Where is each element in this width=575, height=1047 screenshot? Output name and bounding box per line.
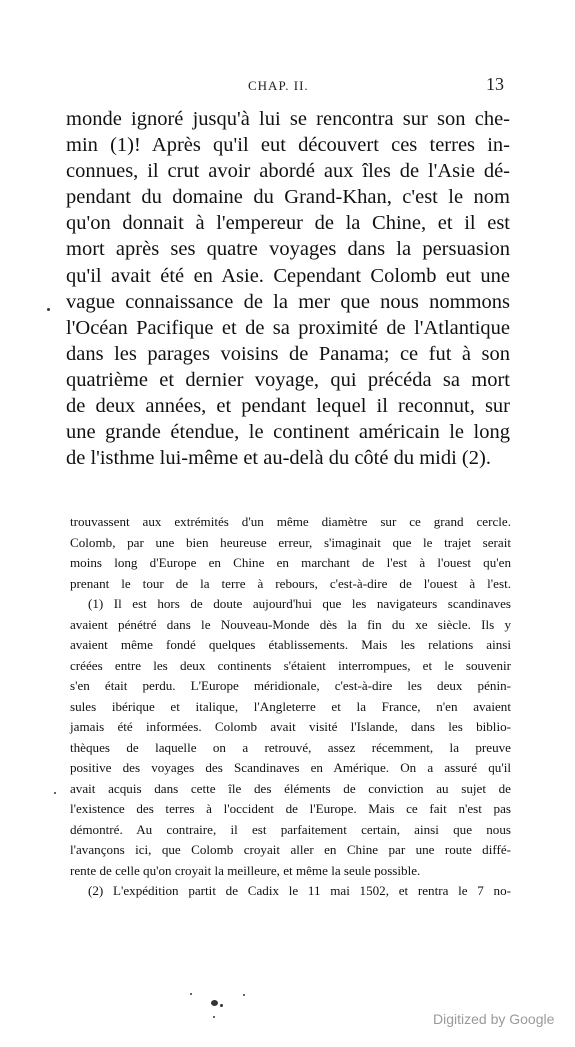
text-line: qu'on donnait à l'empereur de la Chine, et il est (66, 212, 510, 235)
footnote-line: créées entre les deux continents s'étaient interrompues, et le souvenir (70, 657, 511, 673)
footnote-line: l'existence des terres à l'occident de l'Europe. Mais ce fait n'est pas (70, 801, 511, 816)
footnote-line: moins long d'Europe en Chine en marchant de l'est à l'ouest qu'en (70, 555, 511, 570)
main-text-block (66, 106, 510, 471)
footnote-line: avait acquis dans cette île des éléments de conviction au sujet de (70, 780, 511, 796)
footnote-line: avaient pénétré dans le Nouveau-Monde dès la fin du xe siècle. Ils y (70, 616, 511, 632)
footnote-line: l'avançons ici, que Colomb croyait aller en Chine par une route diffé- (70, 842, 511, 857)
footnote-line: jamais été informées. Colomb avait visité l'Islande, dans les biblio- (70, 719, 511, 734)
ink-speck (190, 993, 192, 995)
text-line: une grande étendue, le continent américain le long (66, 421, 510, 444)
text-line: dans les parages voisins de Panama; ce fut à son (66, 342, 510, 365)
text-line: mort après ses quatre voyages dans la persuasion (66, 238, 510, 261)
text-line: vague connaissance de la mer que nous nommons (66, 290, 510, 313)
footnote-line: positive des voyages des Scandinaves en Amérique. On a assuré qu'il (70, 760, 511, 775)
ink-speck (243, 994, 245, 996)
footnote-line: avaient même fondé quelques établissements. Mais les relations ainsi (70, 637, 511, 652)
footnote-line: thèques de laquelle on a retrouvé, assez récemment, la preuve (70, 739, 511, 755)
text-line: quatrième et dernier voyage, qui précéda sa mort (66, 368, 510, 391)
page-number: 13 (486, 74, 504, 94)
text-line: de deux années, et pendant lequel il reconnut, sur (66, 395, 510, 418)
running-title: CHAP. II. (248, 78, 309, 93)
footnote-line: rente de celle qu'on croyait la meilleure, et même la seule possible. (70, 862, 421, 878)
footnote-line: démontré. Au contraire, il est parfaitement certain, ainsi que nous (70, 821, 511, 837)
ink-speck (213, 1016, 215, 1018)
ink-speck (47, 308, 50, 311)
ink-speck (211, 1000, 218, 1006)
text-line: monde ignoré jusqu'à lui se rencontra sur son che- (66, 108, 510, 130)
text-line: qu'il avait été en Asie. Cependant Colomb eut une (66, 264, 510, 287)
footnote-line: prenant le tour de la terre à rebours, c'est-à-dire de l'ouest à l'est. (70, 575, 511, 591)
footnote-line: sules ibérique et italique, l'Angleterre et la France, n'en avaient (70, 698, 511, 714)
footnote-line: s'en était perdu. L'Europe méridionale, c'est-à-dire les deux pénin- (70, 678, 511, 693)
footnote-line: (2) L'expédition partit de Cadix le 11 mai 1502, et rentra le 7 no- (88, 883, 511, 898)
text-line: l'Océan Pacifique et de sa proximité de l'Atlantique (66, 316, 510, 339)
text-line: connues, il crut avoir abordé aux îles de l'Asie dé- (66, 160, 510, 183)
footnotes-block (70, 512, 511, 902)
digitized-watermark: Digitized by Google (433, 1011, 555, 1027)
text-line: min (1)! Après qu'il eut découvert ces terres in- (66, 134, 510, 157)
footnote-line: trouvassent aux extrémités d'un même diamètre sur ce grand cercle. (70, 514, 511, 529)
ink-speck (220, 1004, 223, 1007)
text-line: de l'isthme lui-même et au-delà du côté du midi (2). (66, 447, 491, 470)
footnote-line: Colomb, par une bien heureuse erreur, s'imaginait que le trajet serait (70, 534, 511, 550)
ink-speck (54, 792, 56, 794)
text-line: pendant du domaine du Grand-Khan, c'est le nom (66, 186, 510, 209)
footnote-line: (1) Il est hors de doute aujourd'hui que les navigateurs scandinaves (88, 596, 511, 611)
